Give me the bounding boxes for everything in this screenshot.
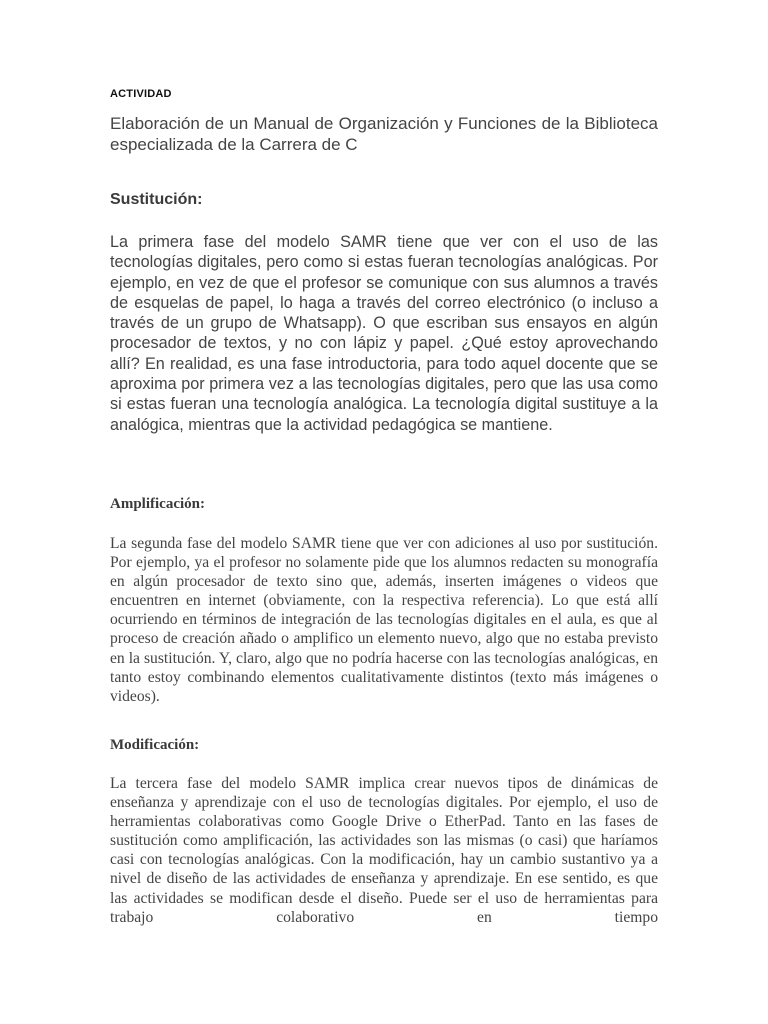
section-heading-amplificacion: Amplificación:	[110, 496, 205, 512]
section-body-modificacion: La tercera fase del modelo SAMR implica crear nuevos tipos de dinámicas de enseñanza y aprendizaje con el uso de tecnologías digitales. Por ejemplo, el uso de herramientas colaborativas como Google Drive o EtherPad. Tanto en las fases de sustitución como amplificación, las actividades son las mismas (o casi) que haríamos casi con tecnologías analógicas. Con la modificación, hay un cambio sustantivo ya a nivel de diseño de las actividades de enseñanza y aprendizaje. En ese sentido, es que las actividades se modifican desde el diseño. Puede ser el uso de herramientas para trabajo colaborativo en tiempo	[110, 775, 658, 926]
section-heading-modificacion: Modificación:	[110, 737, 200, 753]
section-body-amplificacion: La segunda fase del modelo SAMR tiene que ver con adiciones al uso por sustitución. Por ejemplo, ya el profesor no solamente pide que los alumnos redacten su monografía en algún procesador de texto sino que, además, inserten imágenes o videos que encuentren en internet (obviamente, con la respectiva referencia). Lo que está allí ocurriendo en términos de integración de las tecnologías digitales en el aula, es que al proceso de creación añado o amplifico un elemento nuevo, algo que no estaba previsto en la sustitución. Y, claro, algo que no podría hacerse con las tecnologías analógicas, en tanto estoy combinando elementos cualitativamente distintos (texto más imágenes o videos).	[110, 535, 658, 705]
section-body-sustitucion: La primera fase del modelo SAMR tiene que ver con el uso de las tecnologías digitales, pero como si estas fueran tecnologías analógicas. Por ejemplo, en vez de que el profesor se comunique con sus alumnos a través de esquelas de papel, lo haga a través del correo electrónico (o incluso a través de un grupo de Whatsapp). O que escriban sus ensayos en algún procesador de textos, y no con lápiz y papel. ¿Qué estoy aprovechando allí? En realidad, es una fase introductoria, para todo aquel docente que se aproxima por primera vez a las tecnologías digitales, pero que las usa como si estas fueran una tecnología analógica. La tecnología digital sustituye a la analógica, mientras que la actividad pedagógica se mantiene.	[110, 233, 658, 434]
activity-label: ACTIVIDAD	[110, 88, 172, 100]
section-heading-sustitucion: Sustitución:	[110, 191, 203, 208]
document-title: Elaboración de un Manual de Organización y Funciones de la Biblioteca especializada de la Carrera de C	[110, 114, 658, 154]
